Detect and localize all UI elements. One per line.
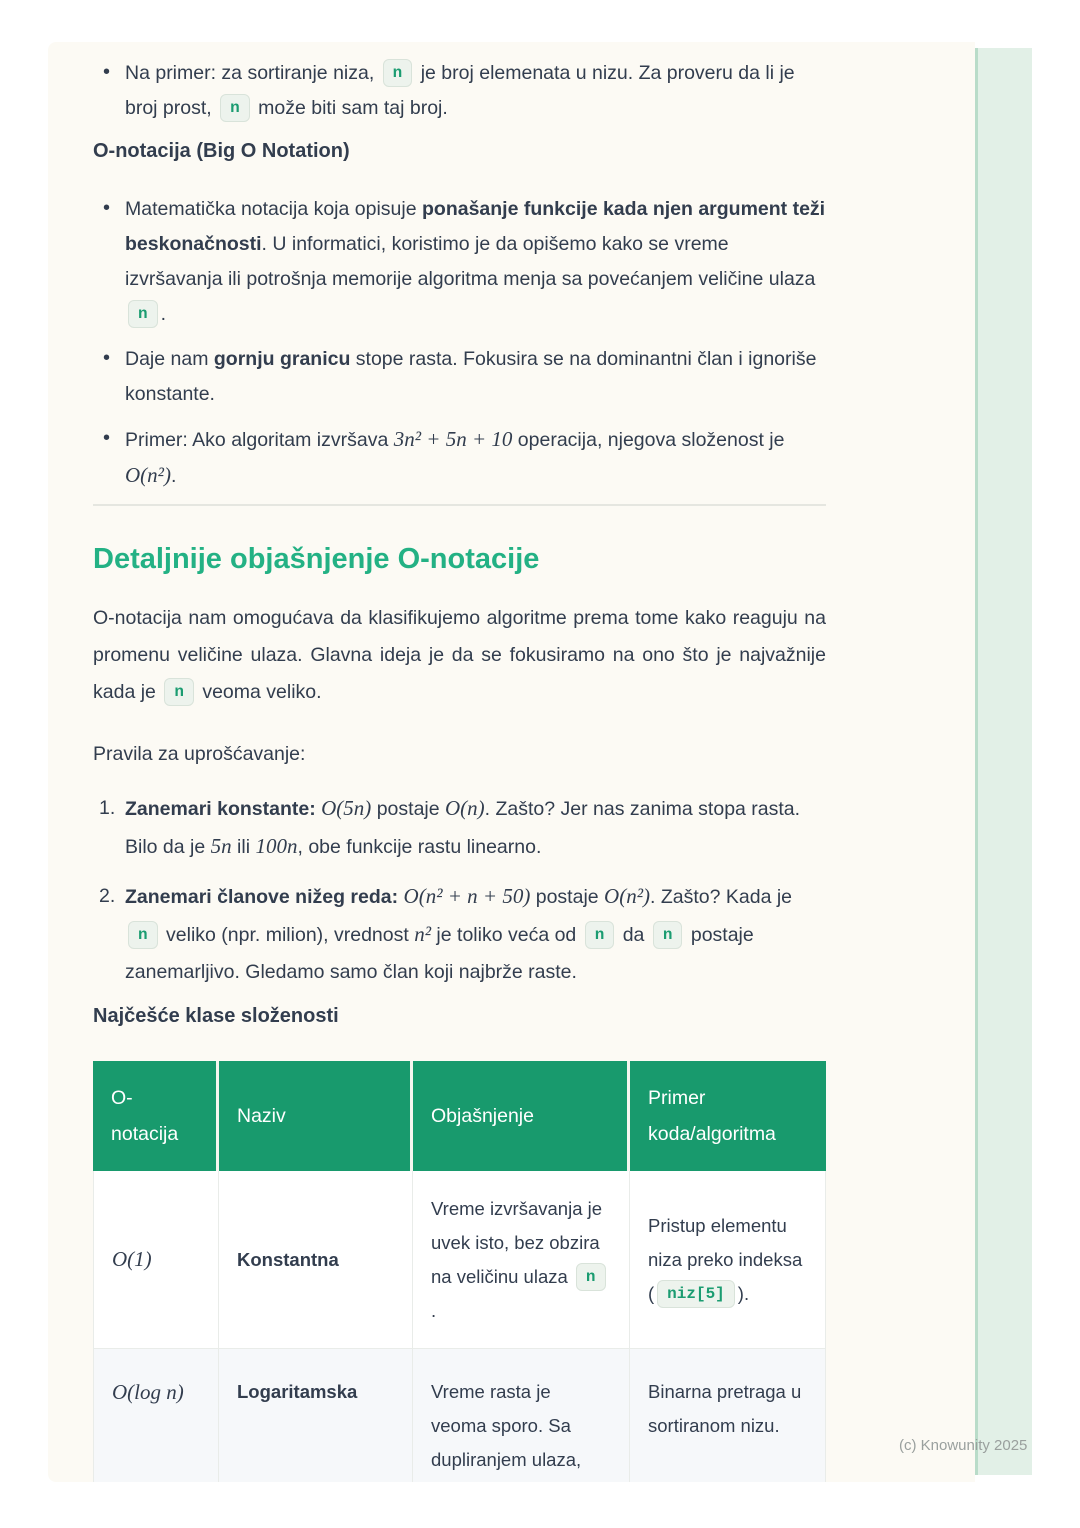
math-expression: O(n) — [445, 796, 485, 820]
cell-explanation — [413, 1349, 630, 1482]
text-segment: . — [160, 303, 167, 325]
math-expression: 100n — [255, 834, 298, 858]
text-segment: Matematička notacija koja opisuje — [125, 198, 422, 220]
math-expression: 3n² + 5n + 10 — [393, 427, 513, 451]
rule-number: 2. — [99, 885, 116, 907]
bullet-item — [93, 192, 826, 332]
text-segment: Pristup elementu niza preko indeksa ( — [648, 1214, 803, 1304]
text-segment: stope rasta. Fokusira se na dominantni član i ignoriše konstante. — [125, 348, 817, 405]
bullet-item — [93, 422, 826, 494]
cell-notation — [93, 1349, 219, 1482]
math-notation: O(log n) — [112, 1380, 184, 1404]
cell-name: Logaritamska — [219, 1349, 413, 1482]
cell-explanation — [413, 1171, 630, 1349]
math-expression: n² — [414, 922, 432, 946]
header-cell-naziv: Naziv — [219, 1061, 413, 1171]
text-segment: postaje — [371, 798, 446, 820]
rule-text — [125, 798, 800, 858]
header-cell-objasnjenje: Objašnjenje — [413, 1061, 630, 1171]
text-segment: O-notacija nam omogućava da klasifikujemo algoritme prema tome kako reaguju na promenu veličine ulaza. Glavna ideja je da se fokusiramo na ono što je najvažnije kada je — [93, 607, 826, 703]
cell-notation — [93, 1171, 219, 1349]
text-segment: je broj elemenata u nizu. Za proveru da li je broj prost, — [125, 62, 795, 119]
section-heading-o-notacija: O-notacija (Big O Notation) — [93, 140, 350, 162]
rule-item — [93, 878, 826, 991]
inline-code-chip: n — [128, 921, 158, 949]
text-segment: Vreme izvršavanja je uvek isto, bez obzira na veličinu ulaza — [431, 1197, 603, 1287]
text-segment: veliko (npr. milion), vrednost — [160, 924, 415, 946]
text-segment: ili — [231, 836, 256, 858]
text-segment: . U informatici, koristimo je da opišemo kako se vreme izvršavanja ili potrošnja memorije algoritma menja sa povećanjem veličine ulaza — [125, 233, 816, 290]
text-segment: , obe funkcije rastu linearno. — [297, 836, 542, 858]
text-segment: . Zašto? Kada je — [650, 886, 793, 908]
inline-code-chip: niz[5] — [657, 1280, 735, 1308]
watermark-copyright: (c) Knowunity 2025 — [899, 1437, 1028, 1454]
paragraph-pravila-label: Pravila za uprošćavanje: — [93, 743, 306, 765]
math-expression: O(5n) — [321, 796, 372, 820]
rule-text — [125, 886, 792, 983]
text-segment: postaje — [530, 886, 605, 908]
text-segment: . Zašto? Jer nas zanima stopa rasta. Bilo da je — [125, 798, 801, 858]
inline-code-chip: n — [383, 59, 413, 87]
cell-example — [630, 1171, 826, 1349]
text-segment: Binarna pretraga u sortiranom nizu. — [648, 1381, 802, 1436]
text-column — [48, 42, 975, 1482]
table-row — [93, 1349, 826, 1482]
bold-text-segment: Zanemari članove nižeg reda: — [125, 886, 399, 908]
inline-code-chip: n — [653, 921, 683, 949]
text-segment: Vreme rasta je veoma sporo. Sa dupliranjem ulaza, — [431, 1381, 582, 1470]
inline-code-chip: n — [128, 300, 158, 328]
text-segment: . — [431, 1299, 437, 1321]
bold-text-segment: ponašanje funkcije kada njen argument teži beskonačnosti — [125, 198, 826, 255]
text-segment: da — [617, 924, 650, 946]
math-expression: O(n²) — [125, 463, 171, 487]
math-expression: O(n²) — [604, 884, 650, 908]
math-expression: O(n² + n + 50) — [403, 884, 531, 908]
header-cell-o-notacija: O-notacija — [93, 1061, 219, 1171]
table-header-row — [93, 1061, 826, 1171]
rule-number: 1. — [99, 797, 116, 819]
text-segment: veoma veliko. — [196, 681, 322, 703]
page-subheading-detaljnije: Detaljnije objašnjenje O-notacije — [93, 543, 540, 575]
complexity-classes-table — [93, 1061, 826, 1482]
text-segment: Primer: Ako algoritam izvršava — [125, 429, 394, 451]
text-segment: Daje nam — [125, 348, 214, 370]
intro-bullet-list — [93, 56, 826, 126]
bold-text-segment: Zanemari konstante: — [125, 798, 316, 820]
inline-code-chip: n — [164, 678, 194, 706]
text-segment: . — [170, 465, 177, 487]
text-segment: Na primer: za sortiranje niza, — [125, 62, 380, 84]
math-expression: 5n — [210, 834, 232, 858]
o-notacija-bullet-list — [93, 192, 826, 494]
section-divider — [93, 504, 826, 506]
text-segment: ). — [737, 1282, 750, 1304]
bullet-item — [93, 56, 826, 126]
math-notation: O(1) — [112, 1247, 152, 1271]
bold-text-segment: gornju granicu — [213, 348, 351, 370]
rules-ordered-list — [93, 790, 826, 991]
document-content-card — [48, 42, 975, 1482]
inline-code-chip: n — [220, 94, 250, 122]
text-segment: može biti sam taj broj. — [252, 97, 448, 119]
inline-code-chip: n — [576, 1263, 606, 1291]
text-segment: postaje zanemarljivo. Gledamo samo član koji najbrže raste. — [125, 924, 754, 983]
paragraph-intro-detaljnije — [93, 600, 826, 711]
cell-example — [630, 1349, 826, 1482]
inline-code-chip: n — [585, 921, 615, 949]
text-segment: je toliko veća od — [431, 924, 582, 946]
green-accent-stripe — [975, 48, 1032, 1475]
bullet-item — [93, 342, 826, 412]
table-row — [93, 1171, 826, 1349]
text-segment: operacija, njegova složenost je — [512, 429, 785, 451]
table-title: Najčešće klase složenosti — [93, 1005, 339, 1027]
header-cell-primer: Primer koda/algoritma — [630, 1061, 826, 1171]
cell-name: Konstantna — [219, 1171, 413, 1349]
rule-item — [93, 790, 826, 866]
